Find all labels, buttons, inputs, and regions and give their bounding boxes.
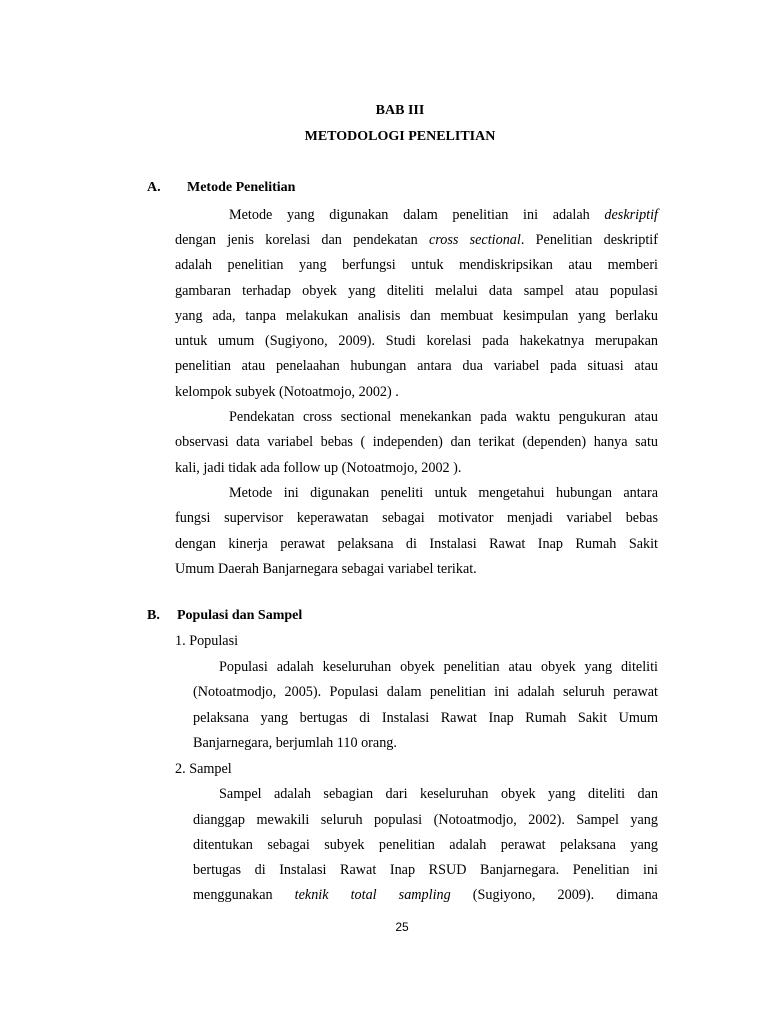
- text-line: [193, 683, 658, 701]
- text-line: [193, 734, 397, 752]
- text-run: adalah penelitian yang berfungsi untuk mendiskripsikan atau memberi: [175, 257, 658, 273]
- text-run: ditentukan sebagai subyek penelitian adalah perawat pelaksana yang: [193, 837, 658, 853]
- text-run: dianggap mewakili seluruh populasi (Notoatmodjo, 2002). Sampel yang: [193, 812, 658, 828]
- italic-term: teknik total sampling: [294, 887, 451, 903]
- text-run: untuk umum (Sugiyono, 2009). Studi korelasi pada hakekatnya merupakan: [175, 333, 658, 349]
- text-run: (Sugiyono, 2009). dimana: [450, 887, 658, 903]
- text-line: [219, 658, 658, 676]
- text-run: kelompok subyek (Notoatmojo, 2002) .: [175, 384, 399, 400]
- text-run: Metode yang digunakan dalam penelitian ini adalah: [229, 207, 605, 223]
- text-run: menggunakan: [193, 887, 295, 903]
- text-line: [229, 484, 658, 502]
- text-line: [175, 332, 658, 350]
- subsection-populasi-label: 1. Populasi: [175, 633, 239, 649]
- text-line: [219, 785, 658, 803]
- text-run: Pendekatan cross sectional menekankan pada waktu pengukuran atau: [229, 409, 658, 425]
- text-line: [175, 433, 658, 451]
- text-line: [175, 256, 658, 274]
- text-run: bertugas di Instalasi Rawat Inap RSUD Banjarnegara. Penelitian ini: [193, 862, 658, 878]
- text-line: [175, 560, 477, 578]
- text-run: Metode ini digunakan peneliti untuk mengetahui hubungan antara: [229, 485, 658, 501]
- subsection-sampel-label: 2. Sampel: [175, 761, 232, 777]
- text-line: [193, 811, 658, 829]
- text-run: (Notoatmodjo, 2005). Populasi dalam penelitian ini adalah seluruh perawat: [193, 684, 658, 700]
- section-a-letter: A.: [147, 180, 161, 195]
- text-line: [193, 836, 658, 854]
- page-number: 25: [395, 920, 409, 934]
- text-line: [175, 357, 658, 375]
- text-line: [175, 307, 658, 325]
- text-line: [229, 408, 658, 426]
- section-b-letter: B.: [147, 608, 160, 623]
- text-run: Banjarnegara, berjumlah 110 orang.: [193, 735, 397, 751]
- text-run: kali, jadi tidak ada follow up (Notoatmojo, 2002 ).: [175, 460, 462, 476]
- text-line: [175, 535, 658, 553]
- text-run: dengan jenis korelasi dan pendekatan: [175, 232, 429, 248]
- text-line: [193, 709, 658, 727]
- text-line: [175, 383, 399, 401]
- text-run: dengan kinerja perawat pelaksana di Instalasi Rawat Inap Rumah Sakit: [175, 536, 658, 552]
- text-line: [229, 206, 658, 224]
- text-run: Sampel adalah sebagian dari keseluruhan obyek yang diteliti dan: [219, 786, 658, 802]
- text-run: pelaksana yang bertugas di Instalasi Rawat Inap Rumah Sakit Umum: [193, 710, 658, 726]
- text-run: . Penelitian deskriptif: [520, 232, 658, 248]
- italic-term: cross sectional: [428, 232, 521, 248]
- text-run: penelitian atau penelaahan hubungan antara dua variabel pada situasi atau: [175, 358, 658, 374]
- chapter-number: BAB III: [375, 103, 425, 118]
- section-b-title: Populasi dan Sampel: [177, 608, 303, 623]
- text-line: [193, 886, 658, 904]
- text-line: [175, 231, 658, 249]
- chapter-title: METODOLOGI PENELITIAN: [304, 129, 496, 144]
- text-run: Populasi adalah keseluruhan obyek penelitian atau obyek yang diteliti: [219, 659, 658, 675]
- text-run: fungsi supervisor keperawatan sebagai motivator menjadi variabel bebas: [175, 510, 658, 526]
- section-a-title: Metode Penelitian: [187, 180, 296, 195]
- italic-term: deskriptif: [604, 207, 658, 223]
- text-run: gambaran terhadap obyek yang diteliti melalui data sampel atau populasi: [175, 283, 658, 299]
- text-line: [193, 861, 658, 879]
- text-run: observasi data variabel bebas ( independen) dan terikat (dependen) hanya satu: [175, 434, 658, 450]
- text-line: [175, 459, 461, 477]
- text-line: [175, 509, 658, 527]
- text-line: [175, 282, 658, 300]
- text-run: Umum Daerah Banjarnegara sebagai variabel terikat.: [175, 561, 477, 577]
- text-run: yang ada, tanpa melakukan analisis dan membuat kesimpulan yang berlaku: [175, 308, 658, 324]
